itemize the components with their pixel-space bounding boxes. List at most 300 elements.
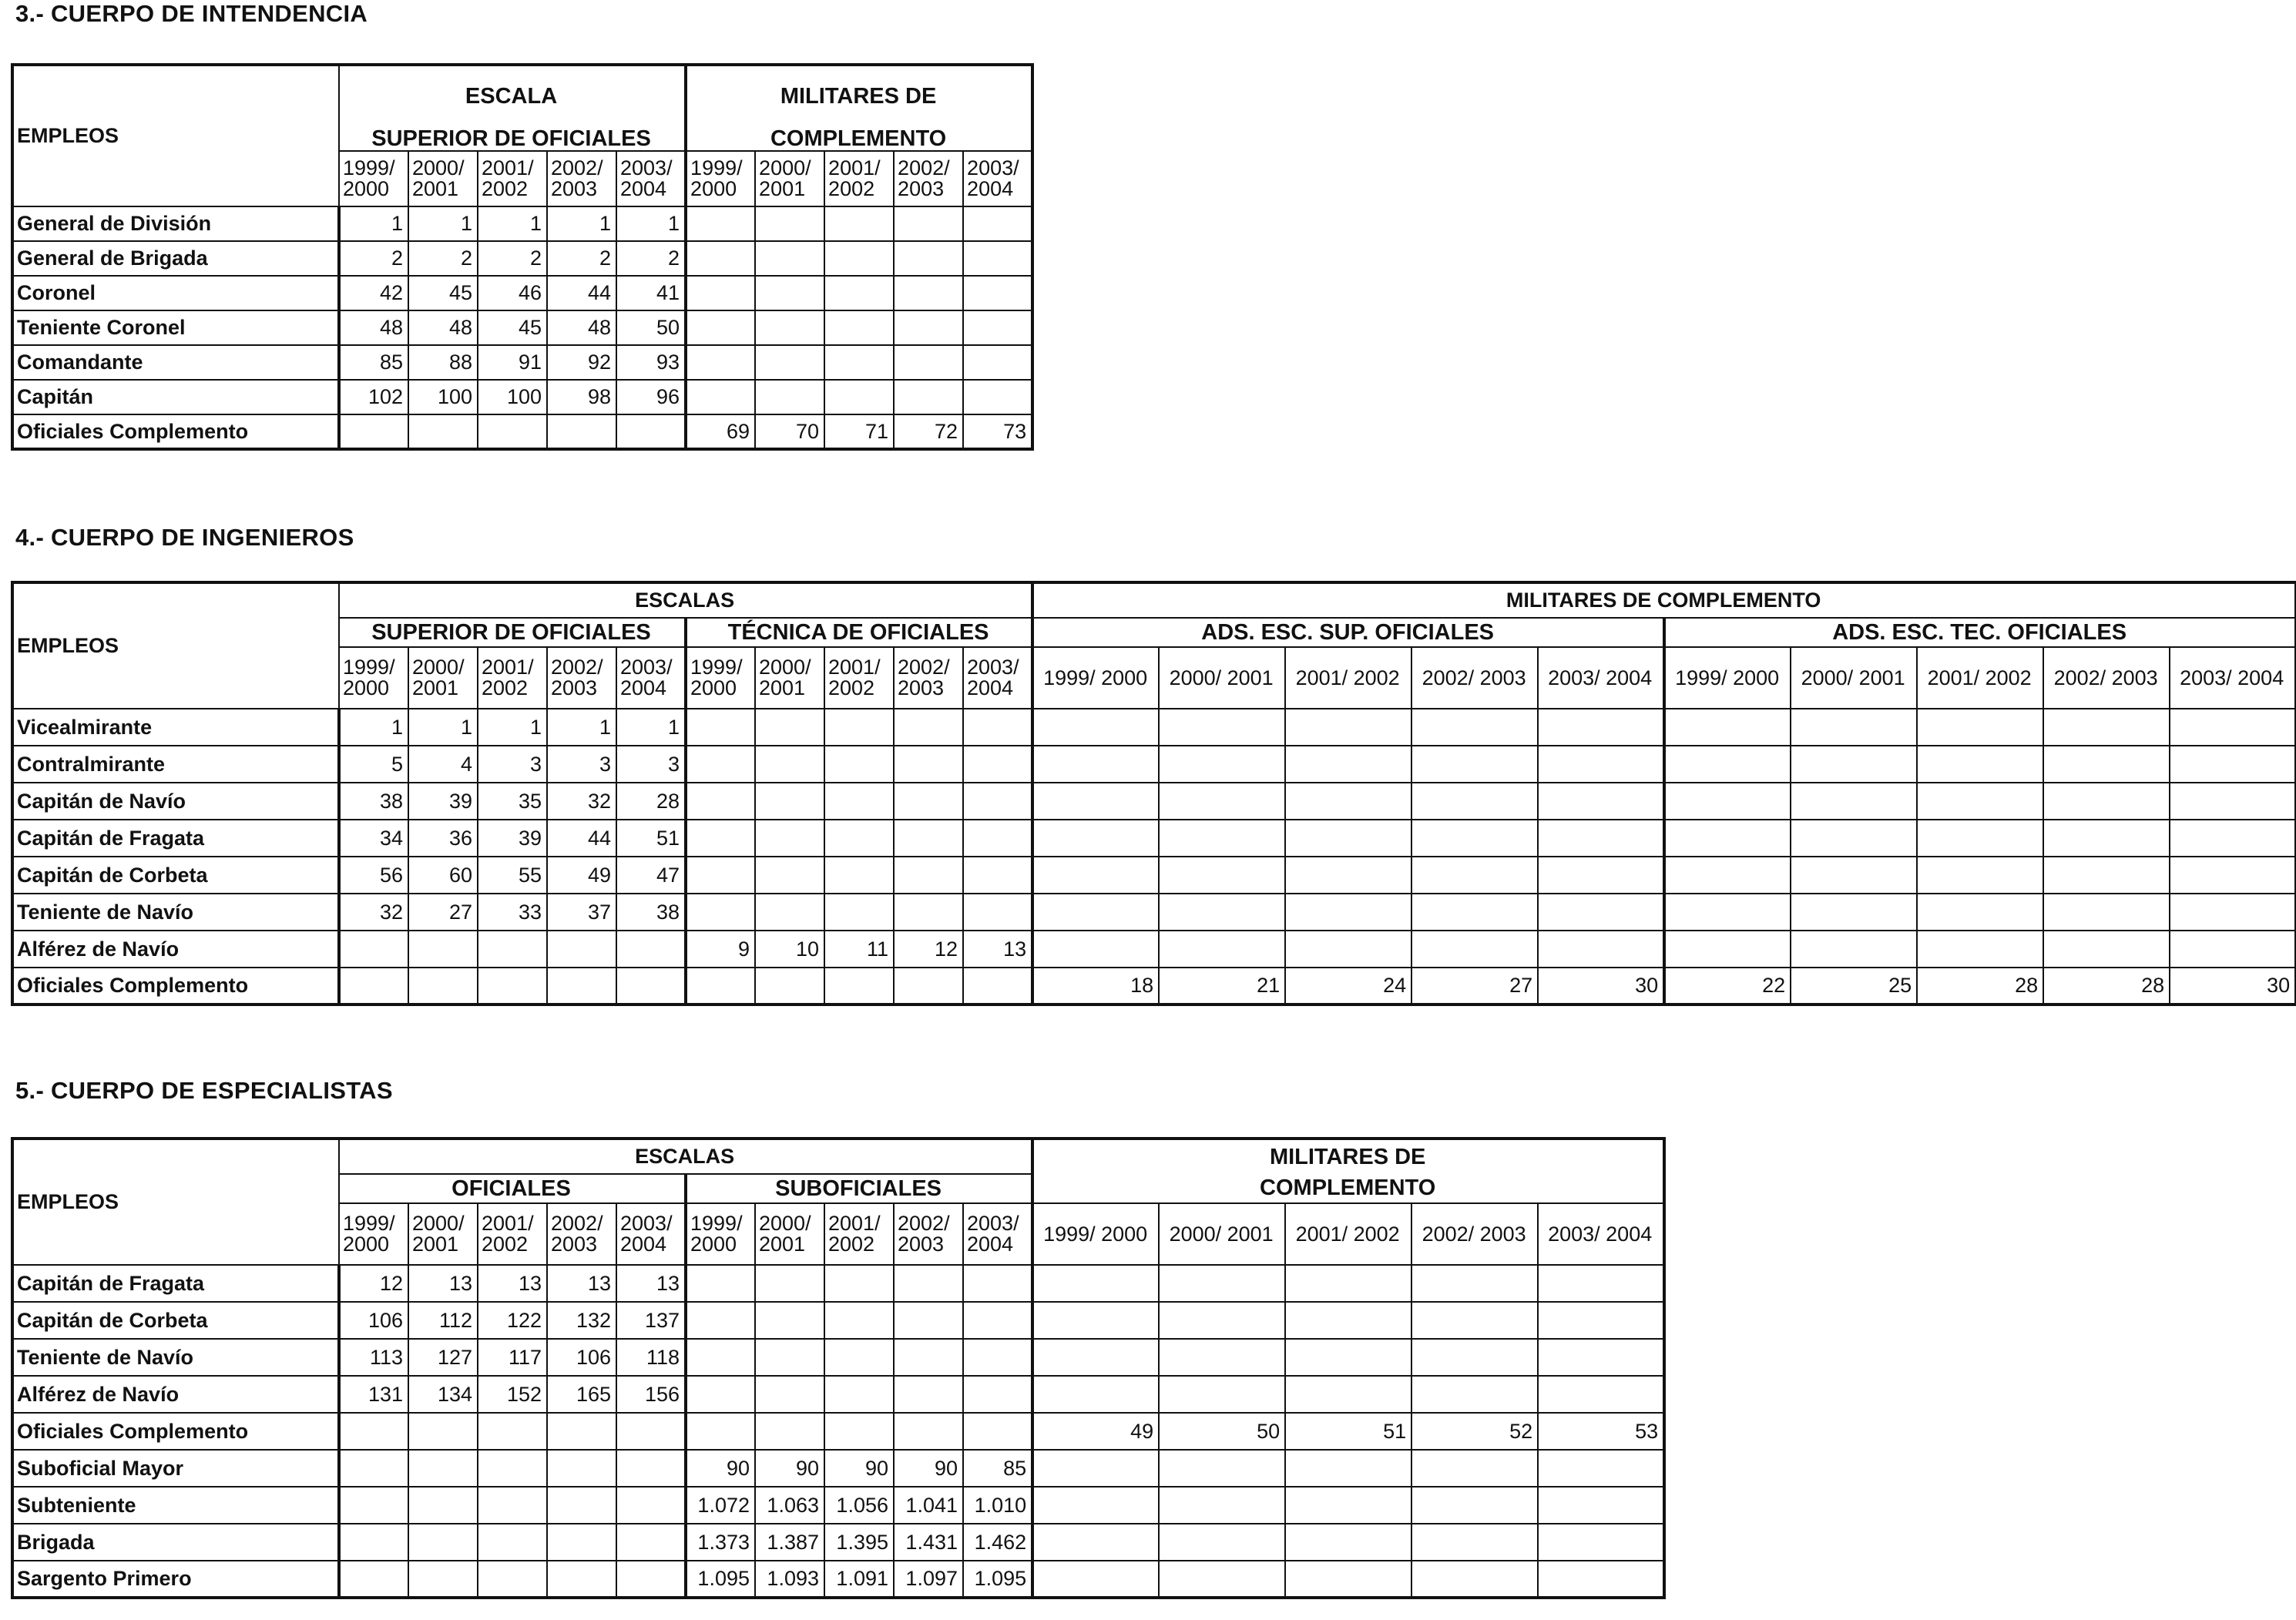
year-col: 1999/ 2000 — [1664, 647, 1791, 709]
table-cell — [755, 380, 824, 414]
table-cell: 1 — [478, 206, 547, 241]
table-cell — [339, 1524, 408, 1561]
table-cell — [1159, 1376, 1285, 1413]
table-cell: 39 — [478, 820, 547, 857]
table-cell — [755, 894, 824, 931]
table-cell — [2043, 746, 2170, 783]
table-cell: 21 — [1159, 968, 1285, 1005]
table-cell — [963, 1376, 1032, 1413]
table-cell — [894, 380, 963, 414]
table-cell: 4 — [408, 746, 478, 783]
table-cell — [686, 746, 755, 783]
table-cell — [1538, 857, 1664, 894]
table-cell — [686, 968, 755, 1005]
table-cell — [478, 1561, 547, 1598]
year-col: 1999/ 2000 — [686, 151, 755, 206]
table-cell — [1159, 783, 1285, 820]
table-cell: 106 — [339, 1302, 408, 1339]
table-cell — [686, 206, 755, 241]
row-label: Subteniente — [12, 1487, 339, 1524]
table-cell — [824, 894, 894, 931]
table-cell — [339, 1450, 408, 1487]
table-cell — [894, 1302, 963, 1339]
section-4-title: 4.- CUERPO DE INGENIEROS — [15, 524, 354, 551]
table-cell: 13 — [547, 1265, 616, 1302]
table-cell: 137 — [616, 1302, 686, 1339]
table-cell: 122 — [478, 1302, 547, 1339]
table-cell — [616, 1524, 686, 1561]
table-cell — [1285, 931, 1412, 968]
escalas-header: ESCALAS — [339, 1139, 1032, 1174]
ads-sup-oficiales-header: ADS. ESC. SUP. OFICIALES — [1032, 618, 1664, 647]
table-cell: 90 — [755, 1450, 824, 1487]
table-cell — [824, 1302, 894, 1339]
table-row — [12, 1487, 1664, 1524]
table-cell: 96 — [616, 380, 686, 414]
table-cell — [824, 1376, 894, 1413]
table-cell — [1664, 894, 1791, 931]
table-cell — [1664, 931, 1791, 968]
table-cell: 1 — [547, 709, 616, 746]
table-cell — [1538, 820, 1664, 857]
year-col: 1999/ 2000 — [686, 1203, 755, 1265]
table-row — [12, 894, 2296, 931]
table-cell: 27 — [1412, 968, 1538, 1005]
table-cell: 53 — [1538, 1413, 1664, 1450]
row-label: Teniente de Navío — [12, 1339, 339, 1376]
table-cell — [408, 1450, 478, 1487]
table-cell — [616, 1561, 686, 1598]
table-cell: 3 — [616, 746, 686, 783]
table-cell — [2043, 783, 2170, 820]
table-cell: 1 — [339, 206, 408, 241]
year-col: 2003/ 2004 — [1538, 1203, 1664, 1265]
table-cell: 60 — [408, 857, 478, 894]
row-label: Alférez de Navío — [12, 1376, 339, 1413]
table-cell: 37 — [547, 894, 616, 931]
table-cell: 91 — [478, 345, 547, 380]
table-cell: 44 — [547, 276, 616, 310]
table-cell: 132 — [547, 1302, 616, 1339]
table-cell — [1032, 1265, 1159, 1302]
table-cell: 34 — [339, 820, 408, 857]
year-col: 2002/ 2003 — [547, 647, 616, 709]
table-cell — [894, 310, 963, 345]
table-cell — [1285, 1265, 1412, 1302]
year-col: 2000/ 2001 — [1791, 647, 1917, 709]
table-row — [12, 1265, 1664, 1302]
table-cell — [686, 1265, 755, 1302]
table-row — [12, 1302, 1664, 1339]
table-cell — [686, 1339, 755, 1376]
ads-tec-oficiales-header: ADS. ESC. TEC. OFICIALES — [1664, 618, 2296, 647]
table-cell — [963, 968, 1032, 1005]
table-cell — [1032, 746, 1159, 783]
year-col: 2003/ 2004 — [616, 1203, 686, 1265]
table-cell — [339, 931, 408, 968]
table-cell — [1412, 894, 1538, 931]
table-cell — [686, 709, 755, 746]
table-cell — [1285, 894, 1412, 931]
table-cell — [616, 1487, 686, 1524]
table-cell: 1.095 — [963, 1561, 1032, 1598]
table-cell — [408, 414, 478, 449]
table-cell — [1917, 783, 2043, 820]
table-cell: 46 — [478, 276, 547, 310]
year-col: 2000/ 2001 — [408, 647, 478, 709]
table-row — [12, 414, 1032, 449]
table-cell: 45 — [408, 276, 478, 310]
table-cell — [1032, 857, 1159, 894]
table-cell — [1285, 709, 1412, 746]
table-cell — [894, 894, 963, 931]
row-label: Capitán de Fragata — [12, 1265, 339, 1302]
table-cell: 32 — [547, 783, 616, 820]
table-cell: 13 — [478, 1265, 547, 1302]
table-cell — [824, 345, 894, 380]
table-cell: 3 — [547, 746, 616, 783]
table-cell — [1032, 1376, 1159, 1413]
table-cell: 1.056 — [824, 1487, 894, 1524]
table-cell: 52 — [1412, 1413, 1538, 1450]
table-cell: 3 — [478, 746, 547, 783]
table-cell: 35 — [478, 783, 547, 820]
empleos-header: EMPLEOS — [12, 65, 339, 206]
row-label: Capitán de Navío — [12, 783, 339, 820]
table-cell: 1.431 — [894, 1524, 963, 1561]
row-label: Capitán de Corbeta — [12, 1302, 339, 1339]
table-cell: 41 — [616, 276, 686, 310]
year-col: 2003/ 2004 — [2170, 647, 2296, 709]
table-cell — [1032, 820, 1159, 857]
row-label: Vicealmirante — [12, 709, 339, 746]
table-cell — [478, 931, 547, 968]
table-cell — [963, 380, 1032, 414]
table-cell: 33 — [478, 894, 547, 931]
row-label: Brigada — [12, 1524, 339, 1561]
table-row — [12, 709, 2296, 746]
table-cell — [755, 1413, 824, 1450]
table-cell — [894, 206, 963, 241]
table-cell — [1412, 783, 1538, 820]
table-cell: 92 — [547, 345, 616, 380]
section-3-title: 3.- CUERPO DE INTENDENCIA — [15, 0, 368, 27]
table-cell: 100 — [478, 380, 547, 414]
table-cell — [755, 345, 824, 380]
table-cell — [408, 1413, 478, 1450]
table-cell — [755, 968, 824, 1005]
table-cell — [963, 1265, 1032, 1302]
table-cell — [755, 783, 824, 820]
table-cell — [2043, 709, 2170, 746]
year-col: 2003/ 2004 — [963, 1203, 1032, 1265]
table-cell: 56 — [339, 857, 408, 894]
table-cell — [894, 1376, 963, 1413]
table-cell: 27 — [408, 894, 478, 931]
table-cell — [1032, 783, 1159, 820]
table-cell — [2170, 783, 2296, 820]
table-cell — [616, 1450, 686, 1487]
table-cell: 28 — [1917, 968, 2043, 1005]
table-cell: 32 — [339, 894, 408, 931]
table-cell: 1.072 — [686, 1487, 755, 1524]
table-cell: 38 — [616, 894, 686, 931]
table-cell: 90 — [686, 1450, 755, 1487]
table-cell — [1032, 1487, 1159, 1524]
table-cell — [1285, 1524, 1412, 1561]
table-cell — [1412, 1524, 1538, 1561]
table-cell: 48 — [339, 310, 408, 345]
year-col: 2000/ 2001 — [755, 151, 824, 206]
row-label: Oficiales Complemento — [12, 968, 339, 1005]
table-cell — [547, 1450, 616, 1487]
year-col: 2002/ 2003 — [547, 151, 616, 206]
table-cell — [824, 746, 894, 783]
table-cell — [894, 241, 963, 276]
table-cell — [686, 894, 755, 931]
year-col: 2002/ 2003 — [1412, 647, 1538, 709]
table-cell — [1538, 1339, 1664, 1376]
table-cell: 1 — [547, 206, 616, 241]
table-cell — [1538, 894, 1664, 931]
table-cell — [1159, 709, 1285, 746]
year-col: 2003/ 2004 — [963, 151, 1032, 206]
row-label: Alférez de Navío — [12, 931, 339, 968]
table-cell — [686, 345, 755, 380]
table-cell — [2170, 857, 2296, 894]
table-cell — [1791, 894, 1917, 931]
table-cell: 1.095 — [686, 1561, 755, 1598]
table-cell — [963, 241, 1032, 276]
table-cell — [963, 857, 1032, 894]
ingenieros-table — [11, 581, 2296, 1006]
row-label: Oficiales Complemento — [12, 414, 339, 449]
table-cell — [755, 857, 824, 894]
table-cell — [824, 820, 894, 857]
table-cell — [1285, 783, 1412, 820]
table-cell: 45 — [478, 310, 547, 345]
table-cell — [616, 931, 686, 968]
year-col: 2000/ 2001 — [1159, 647, 1285, 709]
table-cell — [686, 1376, 755, 1413]
table-cell: 1 — [616, 206, 686, 241]
table-cell — [2043, 931, 2170, 968]
table-cell — [1917, 709, 2043, 746]
table-cell: 49 — [547, 857, 616, 894]
year-col: 1999/ 2000 — [339, 647, 408, 709]
table-cell — [2170, 746, 2296, 783]
table-cell: 73 — [963, 414, 1032, 449]
table-cell — [339, 968, 408, 1005]
table-cell — [2043, 820, 2170, 857]
table-cell — [1159, 894, 1285, 931]
table-cell: 165 — [547, 1376, 616, 1413]
row-label: Teniente Coronel — [12, 310, 339, 345]
table-cell — [1538, 1265, 1664, 1302]
table-row — [12, 1413, 1664, 1450]
table-row — [12, 1376, 1664, 1413]
table-cell: 1.097 — [894, 1561, 963, 1598]
table-cell — [478, 1413, 547, 1450]
table-cell: 42 — [339, 276, 408, 310]
row-label: Capitán de Corbeta — [12, 857, 339, 894]
table-cell — [478, 1524, 547, 1561]
table-cell: 24 — [1285, 968, 1412, 1005]
table-cell: 106 — [547, 1339, 616, 1376]
table-row — [12, 1339, 1664, 1376]
year-col: 1999/ 2000 — [686, 647, 755, 709]
table-cell — [339, 414, 408, 449]
year-col: 2003/ 2004 — [616, 647, 686, 709]
table-cell — [963, 746, 1032, 783]
table-cell — [755, 241, 824, 276]
table-cell — [1159, 1302, 1285, 1339]
row-label: Suboficial Mayor — [12, 1450, 339, 1487]
table-cell — [1412, 746, 1538, 783]
table-cell — [616, 414, 686, 449]
table-cell: 11 — [824, 931, 894, 968]
table-cell: 70 — [755, 414, 824, 449]
table-cell — [1032, 709, 1159, 746]
table-cell: 85 — [339, 345, 408, 380]
table-cell — [408, 931, 478, 968]
table-cell — [894, 1339, 963, 1376]
table-cell — [755, 206, 824, 241]
table-row — [12, 783, 2296, 820]
table-row — [12, 1561, 1664, 1598]
table-cell — [963, 783, 1032, 820]
row-label: Capitán de Fragata — [12, 820, 339, 857]
table-cell — [1917, 894, 2043, 931]
table-cell: 49 — [1032, 1413, 1159, 1450]
table-cell — [1159, 931, 1285, 968]
table-row — [12, 968, 2296, 1005]
table-cell — [1159, 1524, 1285, 1561]
table-cell — [686, 276, 755, 310]
table-cell — [1032, 1561, 1159, 1598]
year-col: 2001/ 2002 — [1917, 647, 2043, 709]
table-cell: 134 — [408, 1376, 478, 1413]
table-row — [12, 206, 1032, 241]
table-cell — [547, 1524, 616, 1561]
table-cell — [824, 1265, 894, 1302]
table-cell — [963, 1413, 1032, 1450]
intendencia-table — [11, 63, 1034, 451]
table-cell — [1032, 1450, 1159, 1487]
table-cell: 1.373 — [686, 1524, 755, 1561]
table-cell — [1917, 857, 2043, 894]
table-cell: 36 — [408, 820, 478, 857]
table-cell — [2170, 709, 2296, 746]
table-cell — [1538, 1487, 1664, 1524]
row-label: Comandante — [12, 345, 339, 380]
table-cell: 118 — [616, 1339, 686, 1376]
table-cell: 1.395 — [824, 1524, 894, 1561]
table-cell — [1791, 820, 1917, 857]
table-cell — [547, 1487, 616, 1524]
table-row — [12, 746, 2296, 783]
table-cell: 113 — [339, 1339, 408, 1376]
table-cell — [686, 1302, 755, 1339]
table-cell — [2043, 894, 2170, 931]
table-cell — [1791, 783, 1917, 820]
table-cell — [339, 1413, 408, 1450]
table-cell: 48 — [547, 310, 616, 345]
table-cell — [1538, 1376, 1664, 1413]
year-col: 2000/ 2001 — [755, 1203, 824, 1265]
table-cell: 112 — [408, 1302, 478, 1339]
table-cell: 12 — [339, 1265, 408, 1302]
table-cell — [408, 1561, 478, 1598]
year-col: 2002/ 2003 — [894, 647, 963, 709]
table-cell — [894, 345, 963, 380]
year-col: 2001/ 2002 — [824, 151, 894, 206]
table-cell: 47 — [616, 857, 686, 894]
table-cell: 39 — [408, 783, 478, 820]
escala-header-line2: SUPERIOR DE OFICIALES — [339, 108, 686, 151]
table-cell: 51 — [1285, 1413, 1412, 1450]
table-cell — [1285, 1376, 1412, 1413]
table-cell: 18 — [1032, 968, 1159, 1005]
row-label: Oficiales Complemento — [12, 1413, 339, 1450]
table-cell: 2 — [408, 241, 478, 276]
table-cell — [1538, 1561, 1664, 1598]
tecnica-oficiales-header: TÉCNICA DE OFICIALES — [686, 618, 1032, 647]
table-cell — [1032, 931, 1159, 968]
table-cell: 1.462 — [963, 1524, 1032, 1561]
table-cell — [1159, 1339, 1285, 1376]
table-cell — [894, 857, 963, 894]
table-cell: 48 — [408, 310, 478, 345]
table-cell — [755, 310, 824, 345]
table-row — [12, 310, 1032, 345]
table-row — [12, 380, 1032, 414]
table-cell — [963, 1302, 1032, 1339]
table-cell — [1791, 931, 1917, 968]
year-col: 1999/ 2000 — [1032, 1203, 1159, 1265]
table-cell: 55 — [478, 857, 547, 894]
table-cell: 5 — [339, 746, 408, 783]
table-cell: 1.063 — [755, 1487, 824, 1524]
table-cell: 1 — [478, 709, 547, 746]
table-cell: 10 — [755, 931, 824, 968]
table-cell — [408, 1487, 478, 1524]
row-label: General de División — [12, 206, 339, 241]
table-cell — [755, 1339, 824, 1376]
table-cell: 1 — [408, 709, 478, 746]
table-cell: 12 — [894, 931, 963, 968]
table-cell: 30 — [1538, 968, 1664, 1005]
table-cell: 156 — [616, 1376, 686, 1413]
table-cell — [547, 414, 616, 449]
table-cell — [1159, 1450, 1285, 1487]
table-cell — [1538, 783, 1664, 820]
table-cell: 93 — [616, 345, 686, 380]
table-cell: 1 — [408, 206, 478, 241]
table-cell — [1412, 1376, 1538, 1413]
table-cell: 127 — [408, 1339, 478, 1376]
table-cell — [1159, 820, 1285, 857]
table-cell: 152 — [478, 1376, 547, 1413]
table-cell — [755, 709, 824, 746]
table-cell — [686, 380, 755, 414]
table-cell — [547, 1413, 616, 1450]
militares-header-line2: COMPLEMENTO — [686, 108, 1032, 151]
year-col: 2003/ 2004 — [1538, 647, 1664, 709]
table-cell — [1412, 1302, 1538, 1339]
table-cell — [686, 783, 755, 820]
table-cell — [824, 783, 894, 820]
